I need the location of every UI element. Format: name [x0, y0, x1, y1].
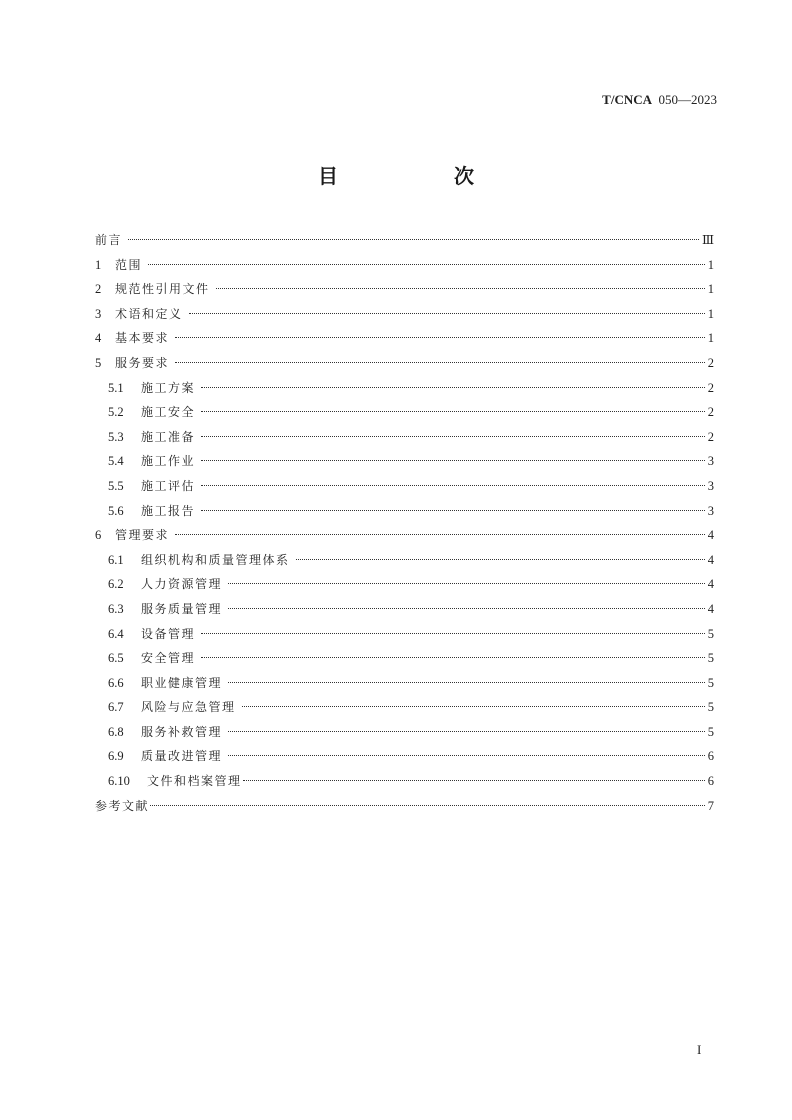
toc-entry-references[interactable]	[95, 794, 714, 819]
toc-entry-title: 服务要求	[115, 355, 170, 370]
toc-entry-title: 文件和档案管理	[147, 774, 242, 789]
page-number: I	[697, 1042, 702, 1057]
toc-entry-page: 4	[707, 528, 714, 543]
toc-entry-title: 组织机构和质量管理体系	[141, 552, 290, 567]
dot-leader	[201, 436, 705, 437]
toc-entry-number: 6.9	[108, 749, 124, 764]
toc-entry-title: 服务补救管理	[141, 724, 223, 739]
dot-leader	[201, 460, 705, 461]
dot-leader	[228, 731, 705, 732]
toc-entry-page: 1	[707, 282, 714, 297]
toc-entry-page: 4	[707, 552, 714, 567]
toc-entry-number: 5	[95, 355, 102, 370]
toc-entry-number: 6.3	[108, 601, 124, 616]
toc-entry-page: 2	[707, 380, 714, 395]
toc-entry-page: 1	[707, 257, 714, 272]
toc-entry-page: 1	[707, 306, 714, 321]
toc-entry-page: 3	[707, 454, 714, 469]
toc-entry-title: 质量改进管理	[141, 749, 223, 764]
toc-entry-6-7[interactable]	[95, 695, 714, 720]
toc-entry-6-9[interactable]	[95, 744, 714, 769]
toc-entry-6-5[interactable]	[95, 646, 714, 671]
toc-entry-page: 3	[707, 503, 714, 518]
toc-entry-page: 2	[707, 429, 714, 444]
toc-entry-number: 1	[95, 257, 102, 272]
toc-entry-number: 6.7	[108, 700, 124, 715]
toc-entry-6[interactable]	[95, 523, 714, 548]
dot-leader	[216, 288, 705, 289]
toc-entry-6-10[interactable]	[95, 769, 714, 794]
toc-entry-number: 6	[95, 528, 102, 543]
toc-entry-number: 5.5	[108, 478, 124, 493]
standard-org-code: T/CNCA	[602, 92, 652, 107]
toc-entry-page: 4	[707, 577, 714, 592]
toc-entry-3[interactable]	[95, 302, 714, 327]
toc-entry-title: 施工准备	[141, 429, 196, 444]
toc-entry-page: 6	[707, 774, 714, 789]
toc-entry-title: 人力资源管理	[141, 577, 223, 592]
dot-leader	[242, 706, 705, 707]
toc-entry-1[interactable]	[95, 253, 714, 278]
toc-entry-title: 术语和定义	[115, 306, 183, 321]
dot-leader	[201, 510, 705, 511]
toc-entry-5-1[interactable]	[95, 376, 714, 401]
toc-entry-number: 5.6	[108, 503, 124, 518]
toc-entry-title: 安全管理	[141, 651, 196, 666]
toc-entry-6-3[interactable]	[95, 597, 714, 622]
toc-entry-5[interactable]	[95, 351, 714, 376]
standard-doc-number: 050—2023	[658, 92, 717, 107]
toc-entry-5-4[interactable]	[95, 449, 714, 474]
toc-entry-title: 设备管理	[141, 626, 196, 641]
toc-entry-title: 范围	[115, 257, 143, 272]
toc-entry-page: 3	[707, 478, 714, 493]
toc-entry-page: 5	[707, 651, 714, 666]
dot-leader	[228, 583, 705, 584]
toc-entry-page: 5	[707, 700, 714, 715]
dot-leader	[296, 559, 705, 560]
dot-leader	[175, 337, 705, 338]
dot-leader	[148, 264, 705, 265]
dot-leader	[201, 387, 705, 388]
table-of-contents	[95, 228, 714, 818]
toc-entry-number: 5.4	[108, 454, 124, 469]
toc-entry-title: 施工作业	[141, 454, 196, 469]
dot-leader	[201, 485, 705, 486]
toc-entry-number: 6.6	[108, 675, 124, 690]
toc-entry-6-4[interactable]	[95, 622, 714, 647]
dot-leader	[128, 239, 699, 240]
toc-entry-number: 6.4	[108, 626, 124, 641]
toc-entry-title: 职业健康管理	[141, 675, 223, 690]
dot-leader	[228, 682, 705, 683]
toc-entry-title: 服务质量管理	[141, 601, 223, 616]
toc-entry-title: 风险与应急管理	[141, 700, 236, 715]
toc-entry-page: 6	[707, 749, 714, 764]
toc-entry-number: 6.1	[108, 552, 124, 567]
toc-entry-page: 1	[707, 331, 714, 346]
toc-entry-title: 施工报告	[141, 503, 196, 518]
dot-leader	[189, 313, 705, 314]
dot-leader	[175, 362, 705, 363]
toc-entry-5-2[interactable]	[95, 400, 714, 425]
toc-entry-page: 7	[707, 798, 714, 813]
toc-entry-number: 6.8	[108, 724, 124, 739]
toc-entry-5-5[interactable]	[95, 474, 714, 499]
toc-entry-number: 5.2	[108, 405, 124, 420]
toc-entry-title: 基本要求	[115, 331, 170, 346]
document-code	[602, 92, 717, 108]
toc-entry-title: 施工评估	[141, 478, 196, 493]
toc-entry-number: 6.10	[108, 774, 130, 789]
toc-entry-title: 规范性引用文件	[115, 282, 210, 297]
toc-entry-page: Ⅲ	[701, 233, 714, 247]
toc-entry-number: 5.3	[108, 429, 124, 444]
dot-leader	[228, 755, 705, 756]
toc-entry-number: 4	[95, 331, 102, 346]
toc-entry-page: 5	[707, 724, 714, 739]
toc-entry-number: 6.2	[108, 577, 124, 592]
toc-entry-6-6[interactable]	[95, 671, 714, 696]
toc-entry-5-6[interactable]	[95, 499, 714, 524]
dot-leader	[201, 633, 705, 634]
toc-entry-title: 前言	[95, 233, 123, 247]
toc-entry-page: 5	[707, 675, 714, 690]
toc-entry-title: 施工方案	[141, 380, 196, 395]
toc-entry-number: 6.5	[108, 651, 124, 666]
toc-entry-5-3[interactable]	[95, 425, 714, 450]
toc-entry-page: 4	[707, 601, 714, 616]
dot-leader	[175, 534, 705, 535]
toc-entry-6-1[interactable]	[95, 548, 714, 573]
toc-entry-foreword[interactable]	[95, 228, 714, 253]
toc-entry-page: 2	[707, 405, 714, 420]
toc-entry-title: 施工安全	[141, 405, 196, 420]
toc-entry-number: 2	[95, 282, 102, 297]
toc-entry-number: 5.1	[108, 380, 124, 395]
toc-entry-page: 5	[707, 626, 714, 641]
toc-entry-title: 管理要求	[115, 528, 170, 543]
toc-entry-6-2[interactable]	[95, 572, 714, 597]
dot-leader	[201, 657, 705, 658]
toc-entry-6-8[interactable]	[95, 720, 714, 745]
toc-entry-title: 参考文献	[95, 798, 150, 813]
toc-entry-number: 3	[95, 306, 102, 321]
toc-entry-page: 2	[707, 355, 714, 370]
dot-leader	[243, 780, 705, 781]
dot-leader	[150, 805, 705, 806]
dot-leader	[228, 608, 705, 609]
toc-entry-4[interactable]	[95, 326, 714, 351]
page-title: 目 次	[318, 164, 522, 188]
toc-entry-2[interactable]	[95, 277, 714, 302]
dot-leader	[201, 411, 705, 412]
